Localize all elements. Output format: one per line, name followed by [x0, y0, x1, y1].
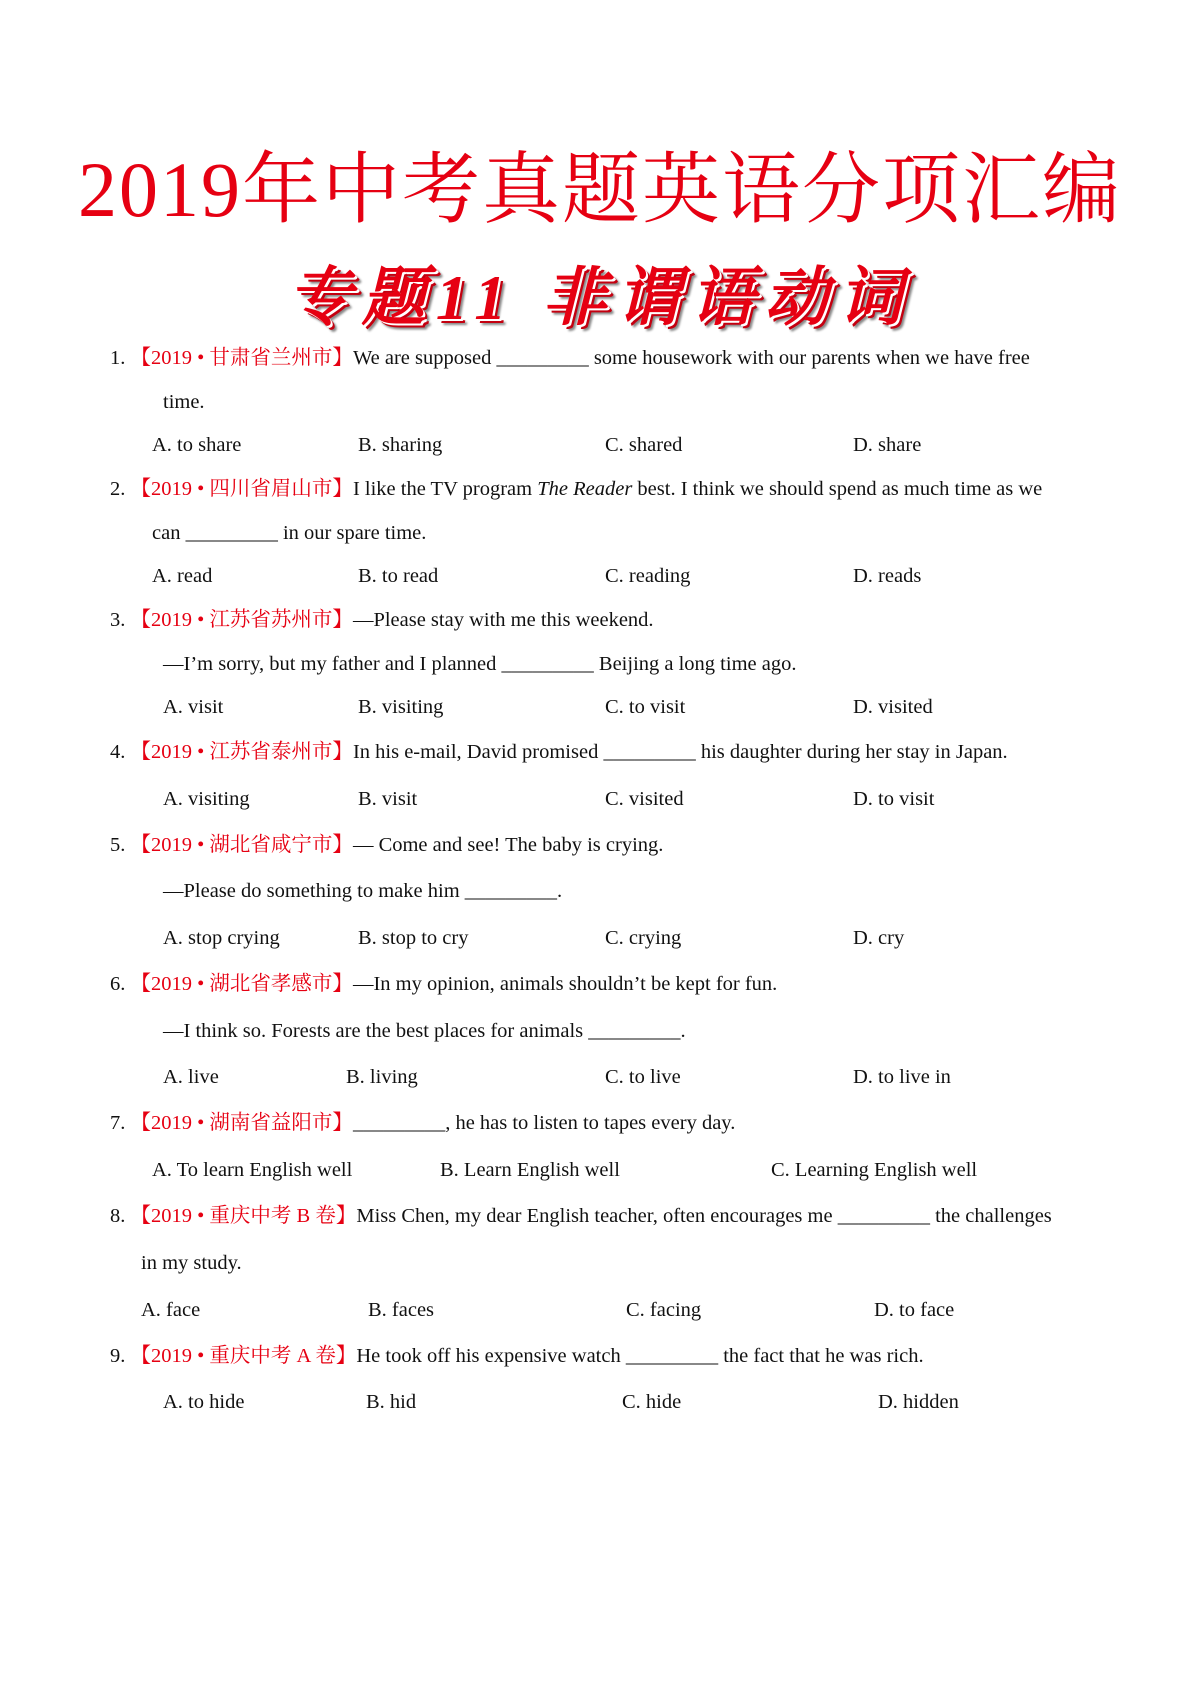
question-source: 【2019 • 重庆中考 B 卷】 — [130, 1205, 357, 1227]
option-a[interactable]: A. visiting — [163, 788, 250, 810]
option-b[interactable]: B. to read — [358, 565, 439, 587]
option-a[interactable]: A. visit — [163, 696, 224, 718]
question-stem — [110, 1341, 924, 1371]
question-stem — [110, 1201, 1052, 1231]
question-text: —Please stay with me this weekend. — [352, 609, 654, 631]
option-c[interactable]: C. facing — [626, 1299, 702, 1321]
question-number: 5. — [110, 834, 126, 856]
question-text: Miss Chen, my dear English teacher, often encourages me _________ the challenges — [356, 1205, 1052, 1227]
option-b[interactable]: B. faces — [368, 1299, 435, 1321]
question-number: 4. — [110, 741, 126, 763]
option-a[interactable]: A. live — [163, 1066, 219, 1088]
option-c[interactable]: C. shared — [605, 434, 683, 456]
option-b[interactable]: B. visit — [358, 788, 418, 810]
question-source: 【2019 • 重庆中考 A 卷】 — [130, 1345, 357, 1367]
question-stem — [110, 830, 663, 860]
option-a[interactable]: A. face — [141, 1299, 201, 1321]
question-number: 6. — [110, 973, 126, 995]
option-b[interactable]: B. stop to cry — [358, 927, 469, 949]
option-b[interactable]: B. visiting — [358, 696, 444, 718]
question-source: 【2019 • 四川省眉山市】 — [130, 478, 353, 500]
document-sub-title: 专题11 非谓语动词 — [287, 262, 913, 333]
question-text-continued: —I think so. Forests are the best places for animals _________. — [163, 1020, 686, 1042]
question-number: 9. — [110, 1345, 126, 1367]
document-main-title: 2019年中考真题英语分项汇编 — [77, 146, 1122, 233]
question-text: In his e-mail, David promised _________ his daughter during her stay in Japan. — [352, 741, 1008, 763]
option-d[interactable]: D. to live in — [853, 1066, 951, 1088]
option-a[interactable]: A. to hide — [163, 1391, 245, 1413]
question-text: best. I think we should spend as much time as we — [632, 478, 1043, 500]
question-source: 【2019 • 湖北省孝感市】 — [130, 973, 353, 995]
option-c[interactable]: C. hide — [622, 1391, 682, 1413]
question-stem — [110, 969, 777, 999]
question-number: 8. — [110, 1205, 126, 1227]
program-title: The Reader — [537, 478, 633, 500]
question-stem — [110, 1108, 735, 1138]
option-b[interactable]: B. living — [346, 1066, 418, 1088]
option-d[interactable]: D. reads — [853, 565, 922, 587]
option-a[interactable]: A. read — [152, 565, 213, 587]
question-stem — [110, 343, 1030, 373]
option-c[interactable]: C. to visit — [605, 696, 686, 718]
option-c[interactable]: C. to live — [605, 1066, 681, 1088]
question-text-continued: —Please do something to make him _________. — [163, 880, 563, 902]
option-a[interactable]: A. stop crying — [163, 927, 280, 949]
question-text: — Come and see! The baby is crying. — [352, 834, 664, 856]
question-number: 1. — [110, 347, 126, 369]
option-d[interactable]: D. hidden — [878, 1391, 959, 1413]
question-text: —In my opinion, animals shouldn’t be kept for fun. — [352, 973, 778, 995]
option-c[interactable]: C. Learning English well — [771, 1159, 978, 1181]
question-text-continued: time. — [163, 391, 205, 413]
question-text: We are supposed _________ some housework with our parents when we have free — [352, 347, 1030, 369]
question-source: 【2019 • 湖北省咸宁市】 — [130, 834, 353, 856]
option-a[interactable]: A. to share — [152, 434, 242, 456]
question-source: 【2019 • 江苏省苏州市】 — [130, 609, 353, 631]
option-a[interactable]: A. To learn English well — [152, 1159, 353, 1181]
question-number: 2. — [110, 478, 126, 500]
question-number: 3. — [110, 609, 126, 631]
option-d[interactable]: D. visited — [853, 696, 933, 718]
question-stem — [110, 737, 1008, 767]
question-source: 【2019 • 江苏省泰州市】 — [130, 741, 353, 763]
question-text: _________, he has to listen to tapes every day. — [352, 1112, 736, 1134]
option-d[interactable]: D. to visit — [853, 788, 935, 810]
question-text-continued: in my study. — [141, 1252, 242, 1274]
question-text: I like the TV program — [352, 478, 538, 500]
option-c[interactable]: C. visited — [605, 788, 684, 810]
question-text-continued: —I’m sorry, but my father and I planned _________ Beijing a long time ago. — [163, 653, 797, 675]
option-d[interactable]: D. share — [853, 434, 922, 456]
option-b[interactable]: B. sharing — [358, 434, 443, 456]
option-b[interactable]: B. hid — [366, 1391, 417, 1413]
option-d[interactable]: D. cry — [853, 927, 905, 949]
option-c[interactable]: C. crying — [605, 927, 682, 949]
question-stem — [110, 474, 1042, 504]
question-text: He took off his expensive watch _________ the fact that he was rich. — [356, 1345, 924, 1367]
question-stem — [110, 605, 654, 635]
question-number: 7. — [110, 1112, 126, 1134]
option-b[interactable]: B. Learn English well — [440, 1159, 620, 1181]
option-c[interactable]: C. reading — [605, 565, 691, 587]
option-d[interactable]: D. to face — [874, 1299, 955, 1321]
question-source: 【2019 • 湖南省益阳市】 — [130, 1112, 353, 1134]
question-source: 【2019 • 甘肃省兰州市】 — [130, 347, 353, 369]
question-text-continued: can _________ in our spare time. — [152, 522, 427, 544]
